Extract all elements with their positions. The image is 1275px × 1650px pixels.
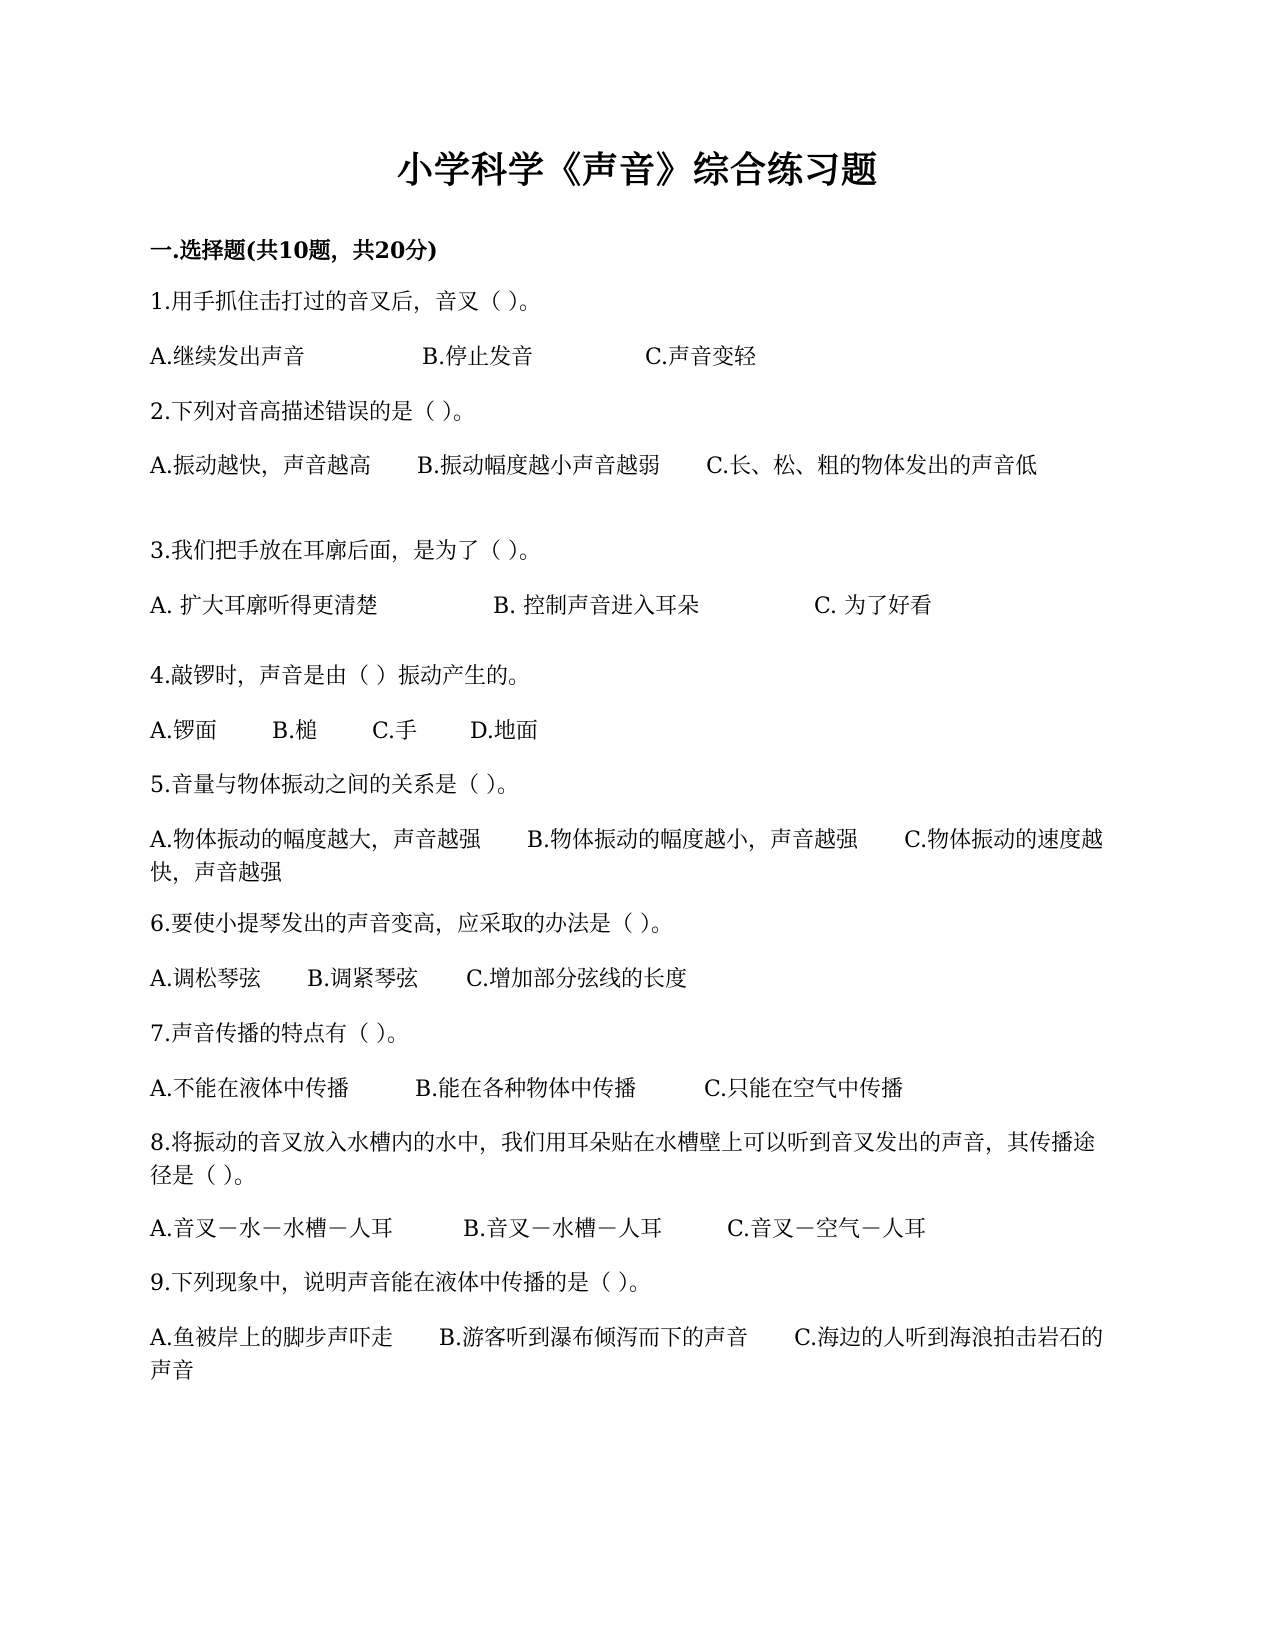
page-title: 小学科学《声音》综合练习题 [396, 149, 878, 191]
section-heading: 一.选择题(共10题，共20分) [150, 238, 438, 264]
option-a: A.音叉－水－水槽－人耳 [150, 1217, 393, 1242]
question-1-options [150, 341, 1110, 374]
option-b: B. 控制声音进入耳朵 [493, 594, 700, 619]
option-a: A.物体振动的幅度越大，声音越强 [150, 828, 481, 853]
question-1: 1.用手抓住击打过的音叉后，音叉（ ）。 [150, 290, 541, 315]
question-2-options [150, 450, 1110, 483]
option-a: A.锣面 [150, 719, 217, 744]
question-6: 6.要使小提琴发出的声音变高，应采取的办法是（ ）。 [150, 912, 673, 937]
option-b: B.物体振动的幅度越小，声音越强 [526, 828, 859, 853]
question-6-options [150, 963, 1110, 996]
question-9: 9.下列现象中，说明声音能在液体中传播的是（ ）。 [150, 1271, 651, 1296]
option-c: C.音叉－空气－人耳 [727, 1217, 927, 1242]
option-a: A.调松琴弦 [150, 967, 261, 992]
question-4: 4.敲锣时，声音是由（ ）振动产生的。 [150, 664, 530, 689]
option-c: C.只能在空气中传播 [704, 1077, 904, 1102]
option-a: A.鱼被岸上的脚步声吓走 [150, 1326, 393, 1351]
option-c: C. 为了好看 [814, 594, 933, 619]
option-a: A.继续发出声音 [150, 345, 305, 370]
option-b: B.能在各种物体中传播 [415, 1077, 637, 1102]
option-a: A.不能在液体中传播 [150, 1077, 349, 1102]
option-c: C.声音变轻 [645, 345, 757, 370]
question-8-options [150, 1213, 1110, 1246]
option-b: B.游客听到瀑布倾泻而下的声音 [438, 1326, 749, 1351]
question-2: 2.下列对音高描述错误的是（ ）。 [150, 400, 475, 425]
option-c: C.物体振动的速度越快，声音越强 [150, 828, 1104, 886]
option-a: A.振动越快，声音越高 [150, 454, 371, 479]
question-4-options [150, 715, 1110, 748]
option-b: B.振动幅度越小声音越弱 [416, 454, 661, 479]
option-b: B.调紧琴弦 [307, 967, 419, 992]
option-b: B.停止发音 [422, 345, 534, 370]
option-a: A. 扩大耳廓听得更清楚 [150, 594, 378, 619]
option-b: B.槌 [272, 719, 318, 744]
option-c: C.手 [372, 719, 418, 744]
question-5-options [150, 824, 1110, 890]
question-7: 7.声音传播的特点有（ ）。 [150, 1022, 409, 1047]
question-3-options [150, 590, 1110, 623]
question-7-options [150, 1073, 1110, 1106]
question-3: 3.我们把手放在耳廓后面，是为了（ ）。 [150, 539, 541, 564]
option-c: C.海边的人听到海浪拍击岩石的声音 [150, 1326, 1104, 1384]
option-d: D.地面 [470, 719, 538, 744]
option-c: C.增加部分弦线的长度 [466, 967, 688, 992]
question-5: 5.音量与物体振动之间的关系是（ ）。 [150, 773, 519, 798]
option-b: B.音叉－水槽－人耳 [463, 1217, 663, 1242]
question-8: 8.将振动的音叉放入水槽内的水中，我们用耳朵贴在水槽壁上可以听到音叉发出的声音，其传播途径是（ ）。 [150, 1131, 1095, 1189]
option-c: C.长、松、粗的物体发出的声音低 [706, 454, 1038, 479]
question-9-options [150, 1322, 1110, 1388]
